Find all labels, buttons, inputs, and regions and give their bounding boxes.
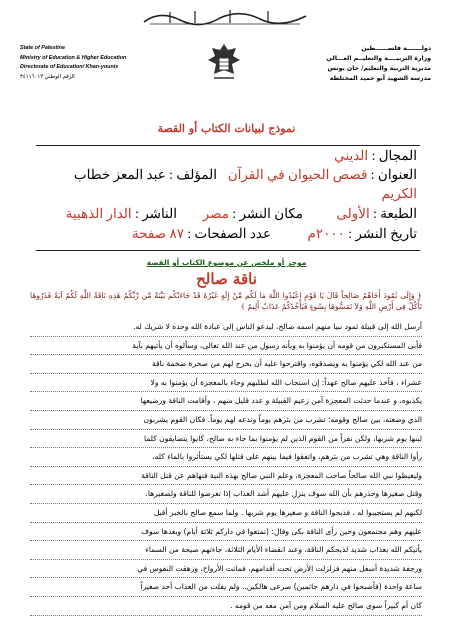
- summary-line: الذي وضعته، بين صالح وقومه؛ تشرب من بئرهم يوماً وتدعه لهم يوماً. فكان القوم يشربون: [30, 411, 422, 430]
- publisher-label: الناشر :: [135, 206, 177, 221]
- summary-line: لبنها يوم شربها، ولكن نفراً من القوم الذين لم يؤمنوا بما جاء به صالح، كانوا يتضايقون كلما: [30, 430, 422, 449]
- summary-heading-text: موجز أو ملخص عن موضوع الكتاب أو القصة: [146, 258, 307, 267]
- summary-line: عليهم وهم مجتمعون وحين رأى الناقة بكى وقال: (تمتعوا في داركم ثلاثة أيام) وبعدها سوف: [30, 523, 422, 542]
- summary-line: فأبى المستكبرون من قومه أن يؤمنوا به وبأنه رسول من عند الله تعالى، وسألوه أن يأتيهم بآية: [30, 337, 422, 356]
- summary-line: ساعة واحدة (فأصبحوا في دارهم جاثمين) صرعى هالكين.. ولم يفلت من العذاب أحد صغيراً: [30, 578, 422, 597]
- pages-value: ٨٧ صفحة: [131, 226, 185, 241]
- divider: [36, 250, 420, 251]
- place-row: [203, 206, 303, 222]
- date-value: ٢٠٠٠م: [307, 226, 345, 241]
- divider: [36, 145, 420, 146]
- publisher-value: الدار الذهبية: [65, 206, 132, 221]
- summary-line: يكذبوه، و عندما حدثت المعجزة آمن زعيم القبيلة و عدد قليل منهم ، وأقامت الناقة ورضيعها: [30, 392, 422, 411]
- title-label: العنوان :: [370, 167, 417, 182]
- publisher-row: [66, 206, 177, 222]
- summary-line: وليغيظوا نبي الله صالحاً صاحب المعجزة، وعلم النبي صالح بهذه النية فنهاهم عن قتل الناقة: [30, 467, 422, 486]
- form-title: نموذج لبيانات الكتاب أو القصة: [157, 122, 296, 135]
- summary-line: عشراء ، فأخذ عليهم صالح عهداً: إن استجاب الله لطلبهم وجاء بالمعجزة أن يؤمنوا به ولا: [30, 374, 422, 393]
- summary-line: ورجفة شديدة أسفل منهم فزلزلت الأرض تحت أقدامهم، فماتت الأرواح، وزهقت النفوس في: [30, 560, 422, 579]
- summary-line: كان أم كبيراً سوى صالح عليه السلام ومن آمن معه من قومه .: [30, 597, 422, 616]
- summary-line: لكنهم لم يستجيبوا له ، فذبحوا الناقة و صغيرها يوم شربها . ولما سمع صالح بالخبر أقبل: [30, 504, 422, 523]
- header-right-block: [271, 44, 431, 84]
- story-summary: [30, 318, 422, 616]
- summary-line: من عند الله لكي يؤمنوا به ويصدقوه، واقترحوا عليه أن يخرج لهم من صخرة ضخمة ناقة: [30, 355, 422, 374]
- edition-label: الطبعة :: [373, 206, 417, 221]
- author-row: [74, 167, 217, 183]
- title-value-line2: الكريم: [381, 186, 417, 201]
- title-row-continued: [381, 186, 417, 202]
- summary-line: رأوا الناقة وهي تشرب من بئرهم، واتفقوا فيما بينهم على قتلها لكي يستأثروا بالماء كله،: [30, 448, 422, 467]
- field-label: المجال :: [371, 148, 417, 163]
- header-right-state: دولـــــــة فلســــــطين: [361, 45, 431, 52]
- palestine-eagle-emblem-icon: [206, 40, 242, 84]
- place-value: مصر: [202, 206, 229, 221]
- basmala-calligraphy: [140, 6, 310, 28]
- header-left-block: [20, 44, 160, 82]
- header-left-national-number: الرقم الوطني ٣٤١١٦٠١٣: [20, 73, 75, 80]
- header-right-directorate: مديرية التربية والتعليم/ خان يونس: [327, 65, 431, 72]
- quran-verse: ﴿ وَإِلَى ثَمُودَ أَخَاهُمْ صَالِحاً قَالَ يَا قَوْمِ اعْبُدُوا اللَّهَ مَا لَكُم مِّنْ إِلَهٍ غَيْرُهُ قَدْ جَاءَتْكُم بَيِّنَةٌ مِّن رَّبِّكُمْ هَذِهِ نَاقَةُ اللَّهِ لَكُمْ آيَةً فَذَرُوهَا تَأْكُلْ فِي أَرْضِ اللَّهِ وَلاَ تَمَسُّوهَا بِسُوءٍ فَيَأْخُذَكُمْ عَذَابٌ أَلِيمٌ ﴾: [30, 291, 422, 311]
- edition-value: الأولى: [336, 206, 370, 221]
- edition-row: [336, 206, 417, 222]
- header-right-ministry: وزارة التربيــــة والتعليــم العـــالي: [326, 55, 431, 62]
- author-value: عبد المعز خطاب: [73, 167, 166, 182]
- field-value: الديني: [334, 148, 369, 163]
- pages-row: [132, 226, 271, 242]
- header-left-ministry: Ministry of Education & Higher Education: [20, 54, 127, 61]
- field-row: [334, 148, 417, 164]
- author-label: المؤلف :: [169, 167, 217, 182]
- summary-heading: [0, 258, 453, 267]
- date-row: [307, 226, 417, 242]
- date-label: تاريخ النشر :: [348, 226, 417, 241]
- header-right-school: مدرسة الشهيد أبو حميد المختلطة: [329, 75, 431, 82]
- summary-line: يأتيكم الله بعذاب شديد لذبحكم الناقة، وعند انقضاء الأيام الثلاثة، جاءتهم صيحة من السماء: [30, 541, 422, 560]
- pages-label: عدد الصفحات :: [187, 226, 271, 241]
- title-row: [228, 167, 417, 183]
- place-label: مكان النشر :: [232, 206, 303, 221]
- summary-line: أرسل الله إلى قبيلة ثمود نبيا منهم اسمه صالح، ليدعو الناس إلى عبادة الله وحده لا شريك له.: [30, 318, 422, 337]
- header-left-directorate: Directorate of Education/ Khan-younis: [20, 64, 119, 71]
- title-value-line1: قصص الحيوان في القرآن: [227, 167, 368, 182]
- story-title: ناقة صالح: [196, 270, 257, 288]
- summary-line: وقتل صغيرها وحذرهم بأن الله سوف ينزل عليهم أشد العذاب إذا تعرضوا للناقة ولصغيرها.: [30, 485, 422, 504]
- header-left-state: State of Palestine: [20, 45, 65, 51]
